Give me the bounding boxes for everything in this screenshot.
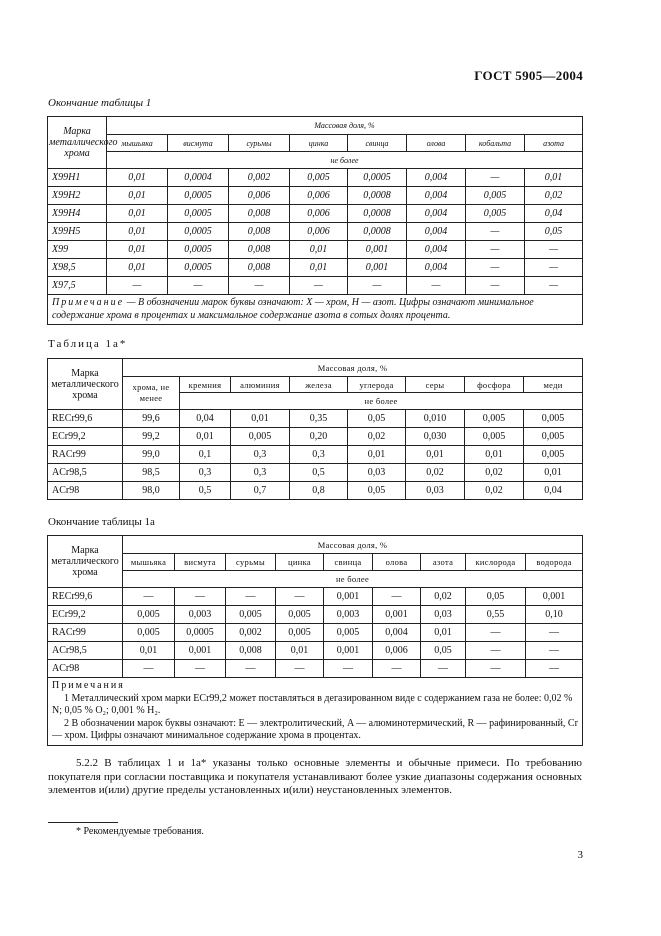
table1a-notes (48, 678, 583, 746)
table-row (48, 169, 583, 187)
column-header: мышьяка (107, 135, 168, 152)
value-cell: 0,006 (229, 187, 290, 205)
value-cell: — (466, 642, 526, 660)
value-cell: — (373, 588, 421, 606)
value-cell: 0,003 (175, 606, 226, 624)
value-cell: — (229, 277, 290, 295)
grade-cell: ECr99,2 (48, 428, 123, 446)
table-row (48, 410, 583, 428)
column-header: железа (290, 377, 348, 393)
value-cell: 0,001 (324, 588, 373, 606)
note-label: Примечание (52, 297, 125, 308)
value-cell: — (421, 660, 466, 678)
table1-caption: Окончание таблицы 1 (48, 97, 152, 109)
value-cell: 0,001 (175, 642, 226, 660)
value-cell: 0,20 (290, 428, 348, 446)
ne-bolee-header: не более (107, 152, 583, 169)
value-cell: — (466, 169, 525, 187)
value-cell: 0,3 (180, 464, 231, 482)
value-cell: 0,05 (466, 588, 526, 606)
value-cell: 0,006 (290, 223, 348, 241)
value-cell: 0,005 (276, 606, 324, 624)
column-header: меди (524, 377, 583, 393)
grade-cell: Х98,5 (48, 259, 107, 277)
value-cell: — (290, 277, 348, 295)
table-row (48, 642, 583, 660)
mark-header: Марка металлического хрома (48, 359, 123, 410)
value-cell: 0,0005 (168, 241, 229, 259)
value-cell: 0,0005 (168, 187, 229, 205)
column-header: сурьмы (226, 554, 276, 571)
value-cell: 98,0 (123, 482, 180, 500)
value-cell: 0,3 (231, 464, 290, 482)
value-cell: 0,008 (229, 223, 290, 241)
value-cell: 0,01 (465, 446, 524, 464)
grade-cell: Х97,5 (48, 277, 107, 295)
table-row (48, 241, 583, 259)
column-header: сурьмы (229, 135, 290, 152)
column-header: углерода (348, 377, 406, 393)
value-cell: 0,01 (525, 169, 583, 187)
value-cell: — (526, 642, 583, 660)
mass-fraction-header: Массовая доля, % (107, 117, 583, 135)
value-cell: 0,01 (180, 428, 231, 446)
value-cell: 0,005 (123, 606, 175, 624)
table-row (48, 624, 583, 642)
value-cell: 0,005 (524, 446, 583, 464)
value-cell: — (276, 588, 324, 606)
value-cell: — (123, 660, 175, 678)
value-cell: — (466, 660, 526, 678)
value-cell: — (466, 241, 525, 259)
value-cell: 0,01 (406, 446, 465, 464)
value-cell: 0,1 (180, 446, 231, 464)
table1-note (48, 295, 583, 325)
value-cell: — (168, 277, 229, 295)
value-cell: 0,01 (107, 169, 168, 187)
grade-cell: Х99Н5 (48, 223, 107, 241)
value-cell: 0,004 (407, 187, 466, 205)
value-cell: 0,004 (407, 169, 466, 187)
footnote: * Рекомендуемые требования. (76, 826, 204, 837)
value-cell: 0,0005 (168, 223, 229, 241)
value-cell: 0,02 (465, 464, 524, 482)
document-header: ГОСТ 5905—2004 (474, 68, 583, 83)
column-header: висмута (168, 135, 229, 152)
column-header: свинца (348, 135, 407, 152)
value-cell: 99,2 (123, 428, 180, 446)
value-cell: 0,004 (373, 624, 421, 642)
value-cell: 0,001 (373, 606, 421, 624)
value-cell: 0,001 (526, 588, 583, 606)
column-header: азота (421, 554, 466, 571)
value-cell: 0,030 (406, 428, 465, 446)
grade-cell: RACr99 (48, 446, 123, 464)
mass-fraction-header: Массовая доля, % (123, 359, 583, 377)
table1a-caption-text: Таблица 1а* (48, 338, 128, 350)
page-number: 3 (577, 849, 583, 861)
notes-label: Примечания (52, 680, 125, 691)
column-header: цинка (276, 554, 324, 571)
grade-cell: RECr99,6 (48, 410, 123, 428)
value-cell: — (123, 588, 175, 606)
column-header: серы (406, 377, 465, 393)
table-row (48, 660, 583, 678)
table-1-end (47, 116, 583, 325)
value-cell: 0,001 (348, 259, 407, 277)
column-header: олова (407, 135, 466, 152)
value-cell: 0,008 (229, 241, 290, 259)
ne-bolee-header: не более (180, 393, 583, 410)
column-header: алюминия (231, 377, 290, 393)
value-cell: 0,002 (229, 169, 290, 187)
value-cell: — (525, 259, 583, 277)
value-cell: 0,02 (406, 464, 465, 482)
value-cell: 0,02 (421, 588, 466, 606)
value-cell: — (466, 624, 526, 642)
grade-cell: Х99Н2 (48, 187, 107, 205)
value-cell: 0,55 (466, 606, 526, 624)
column-header: водорода (526, 554, 583, 571)
value-cell: 0,5 (290, 464, 348, 482)
value-cell: 0,01 (107, 187, 168, 205)
value-cell: 0,05 (348, 482, 406, 500)
value-cell: 0,008 (226, 642, 276, 660)
value-cell: 0,008 (229, 259, 290, 277)
paragraph-5-2-2: 5.2.2 В таблицах 1 и 1а* указаны только основные элементы и обычные примеси. По требованию покупателя при согласии поставщика и покупателя устанавливают более узкие диапазоны содержания основных элементов и(или) другие пределы установленных и(или) неустановленных элементов. (48, 757, 582, 796)
column-header: мышьяка (123, 554, 175, 571)
grade-cell: ACr98,5 (48, 464, 123, 482)
value-cell: 0,008 (229, 205, 290, 223)
grade-cell: ACr98 (48, 482, 123, 500)
value-cell: — (175, 660, 226, 678)
value-cell: 0,05 (421, 642, 466, 660)
value-cell: 0,0004 (168, 169, 229, 187)
value-cell: 0,0005 (168, 259, 229, 277)
value-cell: 99,0 (123, 446, 180, 464)
table-row (48, 205, 583, 223)
note-2: 2 В обозначении марок буквы означают: E — электролитический, A — алюминотермический, R — рафинированный, Cr — хром. Цифры означают минимальное содержание хрома в процентах. (52, 717, 578, 741)
value-cell: 0,05 (525, 223, 583, 241)
value-cell: 0,0008 (348, 223, 407, 241)
column-header: фосфора (465, 377, 524, 393)
value-cell: 0,01 (290, 241, 348, 259)
value-cell: — (226, 588, 276, 606)
table-row (48, 482, 583, 500)
value-cell: 99,6 (123, 410, 180, 428)
value-cell: 0,03 (348, 464, 406, 482)
value-cell: — (373, 660, 421, 678)
value-cell: — (525, 277, 583, 295)
value-cell: 0,005 (276, 624, 324, 642)
value-cell: 0,35 (290, 410, 348, 428)
column-header: азота (525, 135, 583, 152)
value-cell: — (175, 588, 226, 606)
grade-cell: Х99Н4 (48, 205, 107, 223)
value-cell: 0,03 (406, 482, 465, 500)
value-cell: 0,02 (525, 187, 583, 205)
mass-fraction-header: Массовая доля, % (123, 536, 583, 554)
value-cell: — (526, 660, 583, 678)
table-row (48, 259, 583, 277)
value-cell: — (526, 624, 583, 642)
column-header: свинца (324, 554, 373, 571)
value-cell: 0,005 (290, 169, 348, 187)
value-cell: — (466, 223, 525, 241)
value-cell: 0,01 (123, 642, 175, 660)
value-cell: 0,0005 (348, 169, 407, 187)
table-row (48, 428, 583, 446)
value-cell: 0,006 (290, 205, 348, 223)
value-cell: 0,3 (231, 446, 290, 464)
value-cell: 0,04 (525, 205, 583, 223)
value-cell: 0,01 (231, 410, 290, 428)
value-cell: 0,004 (407, 259, 466, 277)
value-cell: — (324, 660, 373, 678)
table-1a-end (47, 535, 583, 746)
value-cell: 0,02 (348, 428, 406, 446)
table-row (48, 223, 583, 241)
value-cell: — (226, 660, 276, 678)
value-cell: 0,005 (524, 410, 583, 428)
value-cell: 0,0005 (175, 624, 226, 642)
value-cell: 0,003 (324, 606, 373, 624)
footnote-divider (48, 822, 118, 823)
grade-cell: ECr99,2 (48, 606, 123, 624)
value-cell: 0,004 (407, 223, 466, 241)
column-header: кремния (180, 377, 231, 393)
value-cell: — (107, 277, 168, 295)
value-cell: 0,004 (407, 241, 466, 259)
value-cell: 0,03 (421, 606, 466, 624)
value-cell: — (466, 259, 525, 277)
column-header: кобальта (466, 135, 525, 152)
value-cell: 0,005 (123, 624, 175, 642)
value-cell: 0,005 (466, 187, 525, 205)
table-row (48, 588, 583, 606)
value-cell: 0,005 (466, 205, 525, 223)
value-cell: — (407, 277, 466, 295)
value-cell: 0,01 (107, 205, 168, 223)
table-row (48, 187, 583, 205)
column-header: висмута (175, 554, 226, 571)
value-cell: 0,006 (290, 187, 348, 205)
grade-cell: ACr98,5 (48, 642, 123, 660)
table-row (48, 277, 583, 295)
column-header: кислорода (466, 554, 526, 571)
value-cell: 0,04 (180, 410, 231, 428)
table-row (48, 464, 583, 482)
value-cell: 0,0008 (348, 187, 407, 205)
value-cell: 0,0005 (168, 205, 229, 223)
value-cell: 0,005 (465, 428, 524, 446)
value-cell: 0,004 (407, 205, 466, 223)
value-cell: 0,005 (226, 606, 276, 624)
value-cell: 0,01 (107, 241, 168, 259)
value-cell: — (348, 277, 407, 295)
value-cell: 0,5 (180, 482, 231, 500)
value-cell: 0,001 (324, 642, 373, 660)
value-cell: 98,5 (123, 464, 180, 482)
note-1: 1 Металлический хром марки ECr99,2 может поставляться в дегазированном виде с содержанием газа не более: 0,02 % N; 0,05 % O₂; 0,001 % H₂. (52, 692, 573, 716)
chrom-header: хрома, не менее (123, 377, 180, 410)
value-cell: 0,01 (524, 464, 583, 482)
ne-bolee-header: не более (123, 571, 583, 588)
table1a-caption (48, 338, 127, 350)
mark-header: Марка металлического хрома (48, 117, 107, 169)
value-cell: 0,01 (107, 223, 168, 241)
value-cell: 0,0008 (348, 205, 407, 223)
grade-cell: Х99Н1 (48, 169, 107, 187)
grade-cell: ACr98 (48, 660, 123, 678)
value-cell: 0,8 (290, 482, 348, 500)
grade-cell: RACr99 (48, 624, 123, 642)
value-cell: 0,01 (290, 259, 348, 277)
value-cell: 0,002 (226, 624, 276, 642)
column-header: цинка (290, 135, 348, 152)
value-cell: 0,10 (526, 606, 583, 624)
value-cell: 0,01 (348, 446, 406, 464)
value-cell: 0,005 (324, 624, 373, 642)
note-text: — В обозначении марок буквы означают: X — хром, Н — азот. Цифры означают минимальное содержание хрома в процентах и максимальное содержание азота в сотых долях процента. (52, 297, 534, 321)
value-cell: 0,010 (406, 410, 465, 428)
value-cell: 0,7 (231, 482, 290, 500)
table-row (48, 446, 583, 464)
grade-cell: RECr99,6 (48, 588, 123, 606)
value-cell: 0,005 (465, 410, 524, 428)
value-cell: 0,01 (107, 259, 168, 277)
value-cell: 0,02 (465, 482, 524, 500)
value-cell: 0,05 (348, 410, 406, 428)
table1a-end-caption: Окончание таблицы 1а (48, 516, 155, 528)
value-cell: 0,04 (524, 482, 583, 500)
value-cell: — (276, 660, 324, 678)
value-cell: 0,001 (348, 241, 407, 259)
value-cell: — (525, 241, 583, 259)
table-row (48, 606, 583, 624)
value-cell: 0,005 (524, 428, 583, 446)
mark-header: Марка металлического хрома (48, 536, 123, 588)
value-cell: 0,01 (421, 624, 466, 642)
value-cell: 0,3 (290, 446, 348, 464)
value-cell: 0,005 (231, 428, 290, 446)
value-cell: 0,01 (276, 642, 324, 660)
value-cell: 0,006 (373, 642, 421, 660)
value-cell: — (466, 277, 525, 295)
table-1a (47, 358, 583, 500)
grade-cell: Х99 (48, 241, 107, 259)
column-header: олова (373, 554, 421, 571)
